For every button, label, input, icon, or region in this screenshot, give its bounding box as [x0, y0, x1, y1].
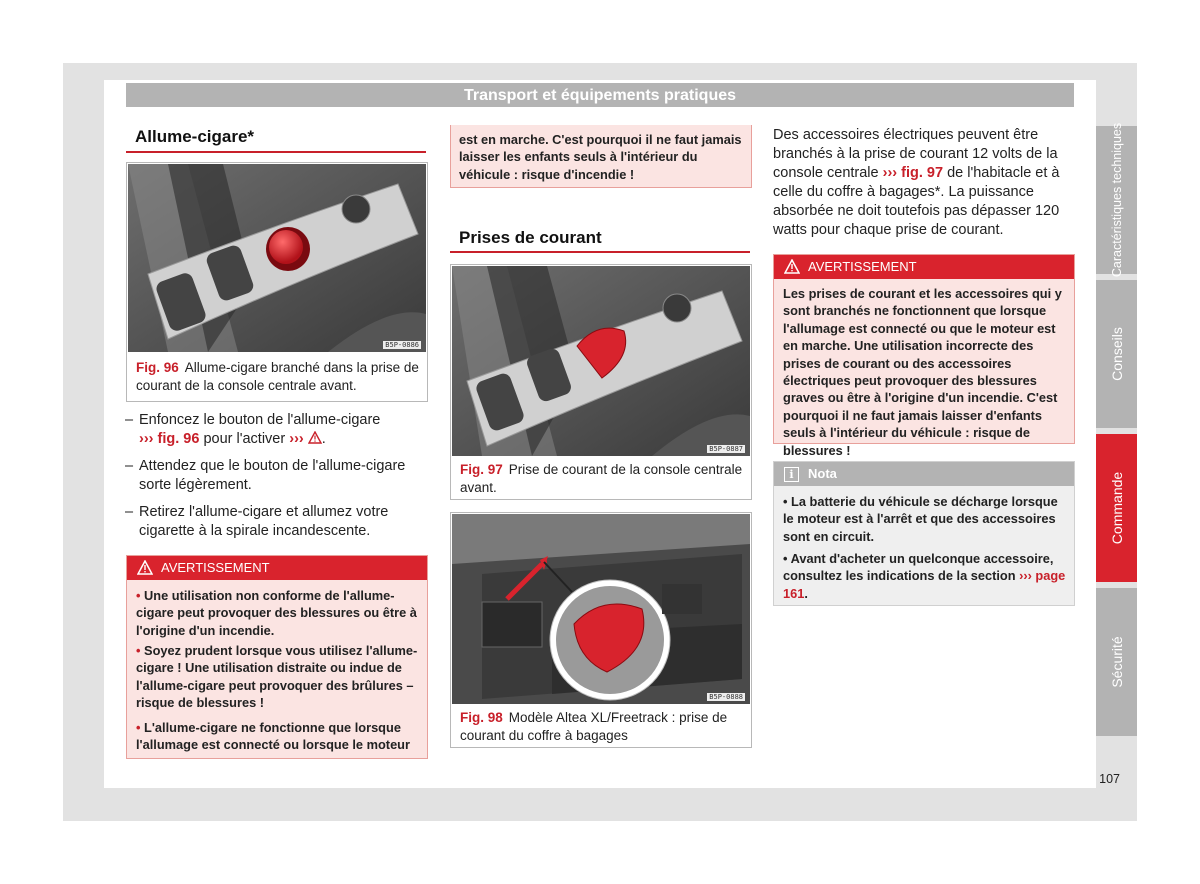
- section-heading-prises: Prises de courant: [459, 228, 602, 247]
- warning-continued-text: est en marche. C'est pourquoi il ne faut jamais laisser les enfants seuls à l'intérieur du véhicule : risque d'incendie !: [459, 132, 742, 182]
- figure-caption: [460, 461, 743, 496]
- warning-header: AVERTISSEMENT: [127, 556, 427, 580]
- step-1: – Enfoncez le bouton de l'allume-cigare ››› fig. 96 pour l'activer ››› .: [125, 412, 381, 447]
- cigarette-lighter-photo: [128, 164, 426, 352]
- info-icon: i: [784, 467, 799, 482]
- note-item-1: • La batterie du véhicule se décharge lorsque le moteur est à l'arrêt et que des accessoires sont en circuit.: [783, 494, 1058, 544]
- figure-code: B5P-0886: [385, 341, 419, 349]
- figure-code: B5P-0888: [709, 693, 743, 701]
- chapter-header: Transport et équipements pratiques: [126, 83, 1074, 107]
- intro-paragraph: Des accessoires électriques peuvent être branchés à la prise de courant 12 volts de la console centrale ››› fig. 97 de l'habitacle et à celle du coffre à bagages*. La puissance absorbée ne doit toutefois pas dépasser 120 watts pour chaque prise de courant.: [773, 127, 1060, 238]
- figure-label: Fig. 97: [460, 462, 503, 477]
- warning-item-1: • Une utilisation non conforme de l'allume-cigare peut provoquer des blessures ou être à l'origine d'un incendie.: [136, 588, 417, 638]
- figure-caption: [460, 709, 743, 744]
- figure-97: [450, 264, 752, 500]
- figure-caption: [136, 359, 419, 394]
- warning-triangle-icon: [308, 431, 322, 444]
- tab-conseils[interactable]: Conseils: [1096, 280, 1137, 428]
- fig97-link[interactable]: ››› fig. 97: [882, 165, 944, 181]
- figure-code: B5P-0887: [709, 445, 743, 453]
- section-heading-allume-cigare: Allume-cigare*: [135, 127, 255, 146]
- warning-box-prises: [773, 254, 1075, 458]
- step-2: – Attendez que le bouton de l'allume-cigare sorte légèrement.: [125, 458, 406, 493]
- section-rule: [126, 151, 426, 153]
- section-rule: [450, 251, 750, 253]
- warning-box-allume-cigare: [126, 555, 428, 759]
- warning-item-2: • Soyez prudent lorsque vous utilisez l'allume-cigare ! Une utilisation distraite ou indue de l'allume-cigare peut provoquer des brûlures – risque de blessures !: [136, 643, 418, 711]
- tab-commande[interactable]: Commande: [1096, 434, 1137, 582]
- note-box: [773, 461, 1075, 606]
- figure-label: Fig. 98: [460, 710, 503, 725]
- figure-caption-text: Prise de courant de la console centrale avant.: [460, 462, 743, 495]
- figure-caption-text: Allume-cigare branché dans la prise de courant de la console centrale avant.: [136, 360, 419, 393]
- power-socket-console-photo: [452, 266, 750, 456]
- page-number: 107: [1099, 772, 1120, 786]
- trunk-power-socket-photo: [452, 514, 750, 704]
- page161-link[interactable]: ››› page 161: [783, 568, 1066, 601]
- tab-caracteristiques-techniques[interactable]: Caractéristiques techniques: [1096, 126, 1137, 274]
- figure-label: Fig. 96: [136, 360, 179, 375]
- warning-text: Les prises de courant et les accessoires qui y sont branchés ne fonctionnent que lorsque l'allumage est connecté ou que le moteur est en marche. Une utilisation incorrecte des prises de courant ou des accessoires électriques peut provoquer des blessures graves ou être à l'origine d'un incendie. C'est pourquoi il ne faut jamais laisser d'enfants seuls à l'intérieur du véhicule : risque de blessures !: [783, 286, 1062, 458]
- warning-box-continued: [450, 125, 752, 188]
- step-3: – Retirez l'allume-cigare et allumez votre cigarette à la spirale incandescente.: [125, 504, 389, 539]
- warning-triangle-icon: [784, 259, 800, 274]
- figure-96: [126, 162, 428, 402]
- warning-link[interactable]: ›››: [289, 431, 304, 447]
- warning-triangle-icon: [137, 560, 153, 575]
- tab-securite[interactable]: Sécurité: [1096, 588, 1137, 736]
- warning-header: AVERTISSEMENT: [774, 255, 1074, 279]
- figure-98: [450, 512, 752, 748]
- fig96-link[interactable]: ››› fig. 96: [139, 431, 200, 447]
- figure-caption-text: Modèle Altea XL/Freetrack : prise de courant du coffre à bagages: [460, 710, 728, 743]
- note-header: i Nota: [774, 462, 1074, 486]
- note-item-2: • Avant d'acheter un quelconque accessoire, consultez les indications de la section ››› page 161.: [783, 551, 1066, 601]
- warning-item-3: • L'allume-cigare ne fonctionne que lorsque l'allumage est connecté ou lorsque le moteur: [136, 720, 410, 753]
